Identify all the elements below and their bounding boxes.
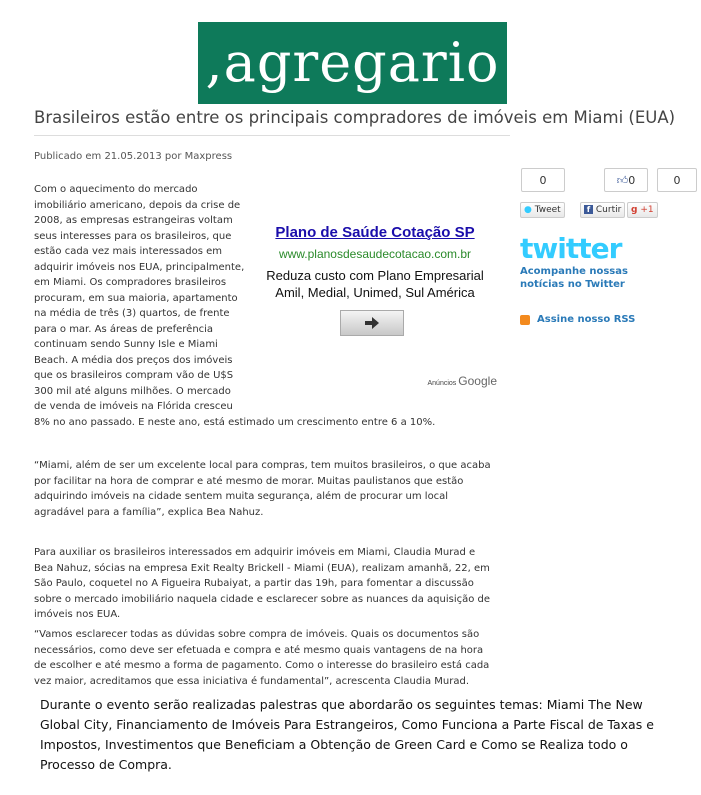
arrow-right-icon	[365, 317, 379, 329]
gplus-icon: g	[631, 205, 638, 215]
ad-attribution[interactable]	[428, 374, 498, 388]
ad-go-button[interactable]	[340, 310, 404, 336]
ad-url[interactable]: www.planosdesaudecotacao.com.br	[278, 247, 472, 261]
title-divider	[34, 135, 510, 136]
article-paragraph-5: Durante o evento serão realizadas palestras que abordarão os seguintes temas: Miami The New Global City, Financiamento de Imóveis Para Estrangeiros, Como Funciona a Parte Fiscal de Taxas e Impostos, Investimentos que Beneficiam a Obtenção de Green Card e Como se Realiza todo o Processo de Compra.	[40, 697, 654, 772]
article-paragraph-4: “Vamos esclarecer todas as dúvidas sobre compra de imóveis. Quais os documentos são necessários, como deve ser efetuada e compra e até mesmo quais vantagens de na hora de escolher e até mesmo a forma de pagamento. Como o interesse do brasileiro está cada vez maior, acreditamos que essa iniciativa é fundamental”, acrescenta Claudia Murad.	[34, 629, 490, 687]
paragraph-1-text: Com o aquecimento do mercado imobiliário americano, depois da crise de 2008, as empresas estrangeiras voltam seus interesses para os brasileiros, que estão cada vez mais interessados em adquirir imóveis nos EUA, principalmente, em Miami. Os compradores brasileiros procuram, em sua maioria, apartamento na média de três (3) quartos, de frente para o mar. As áreas de preferência continuam sendo Sunny Isle e Miami Beach. A média dos preços dos imóveis que os brasileiros compram vão de U$S 300 mil até alguns milhões. O mercado de venda de imóveis na Flórida cresceu 8% no ano passado. E neste ano, está estimado um crescimento entre 6 a 10%.	[34, 184, 436, 428]
rss-label: Assine nosso RSS	[537, 314, 636, 325]
article-paragraph-3: Para auxiliar os brasileiros interessados em adquirir imóveis em Miami, Claudia Murad e Bea Nahuz, sócias na empresa Exit Realty Brickell - Miami (EUA), realizam amanhã, 22, em São Paulo, coquetel no A Figueira Rubaiyat, a partir das 19h, para fomentar a discussão sobre o mercado imobiliário naquela cidade e esclarecer sobre as nuances da aquisição de imóveis nos EUA.	[34, 547, 491, 620]
tweet-label: Tweet	[534, 205, 561, 215]
article-byline: Publicado em 21.05.2013 por Maxpress	[34, 151, 233, 162]
ad-desc-line-2: Amil, Medial, Unimed, Sul América	[275, 285, 475, 300]
twitter-follow-link[interactable]	[520, 265, 628, 291]
fb-count: 0	[628, 174, 636, 187]
gplus-label: +1	[640, 205, 654, 215]
tweet-count-box: 0	[521, 168, 565, 192]
twitter-follow-line-1: Acompanhe nossas	[520, 266, 628, 277]
article-title: Brasileiros estão entre os principais compradores de imóveis em Miami (EUA)	[34, 108, 676, 127]
gplus-button[interactable]	[627, 202, 658, 218]
google-brand: Google	[458, 374, 497, 388]
tweet-button[interactable]	[520, 202, 565, 218]
ad-attribution-prefix: Anúncios	[427, 380, 457, 387]
facebook-icon: f	[584, 205, 593, 214]
article-paragraph-2: “Miami, além de ser um excelente local para compras, tem muitos brasileiros, o que acaba por facilitar na hora de comprar e até mesmo de morar. Muitas paulistanos que estão adquirindo imóveis na cidade sentem muita segurança, além de procurar um local agradável para a família”, explica Bea Nahuz.	[34, 460, 491, 518]
twitter-logo[interactable]: twitter	[520, 232, 622, 265]
google-ad[interactable]	[253, 222, 497, 392]
twitter-bird-icon: ●	[524, 205, 532, 215]
rss-link[interactable]	[520, 314, 635, 325]
site-logo[interactable]: ,agregario	[198, 22, 507, 104]
fb-like-button[interactable]	[580, 202, 625, 218]
fb-count-box	[604, 168, 648, 192]
fb-like-label: Curtir	[595, 205, 622, 215]
rss-icon	[520, 315, 530, 325]
ad-title-link[interactable]: Plano de Saúde Cotação SP	[275, 224, 475, 241]
gplus-count-box: 0	[657, 168, 697, 192]
ad-description	[253, 267, 497, 301]
ad-desc-line-1: Reduza custo com Plano Empresarial	[266, 268, 484, 283]
twitter-follow-line-2: notícias no Twitter	[520, 279, 625, 290]
thumbs-up-icon: 👍︎	[616, 174, 629, 187]
